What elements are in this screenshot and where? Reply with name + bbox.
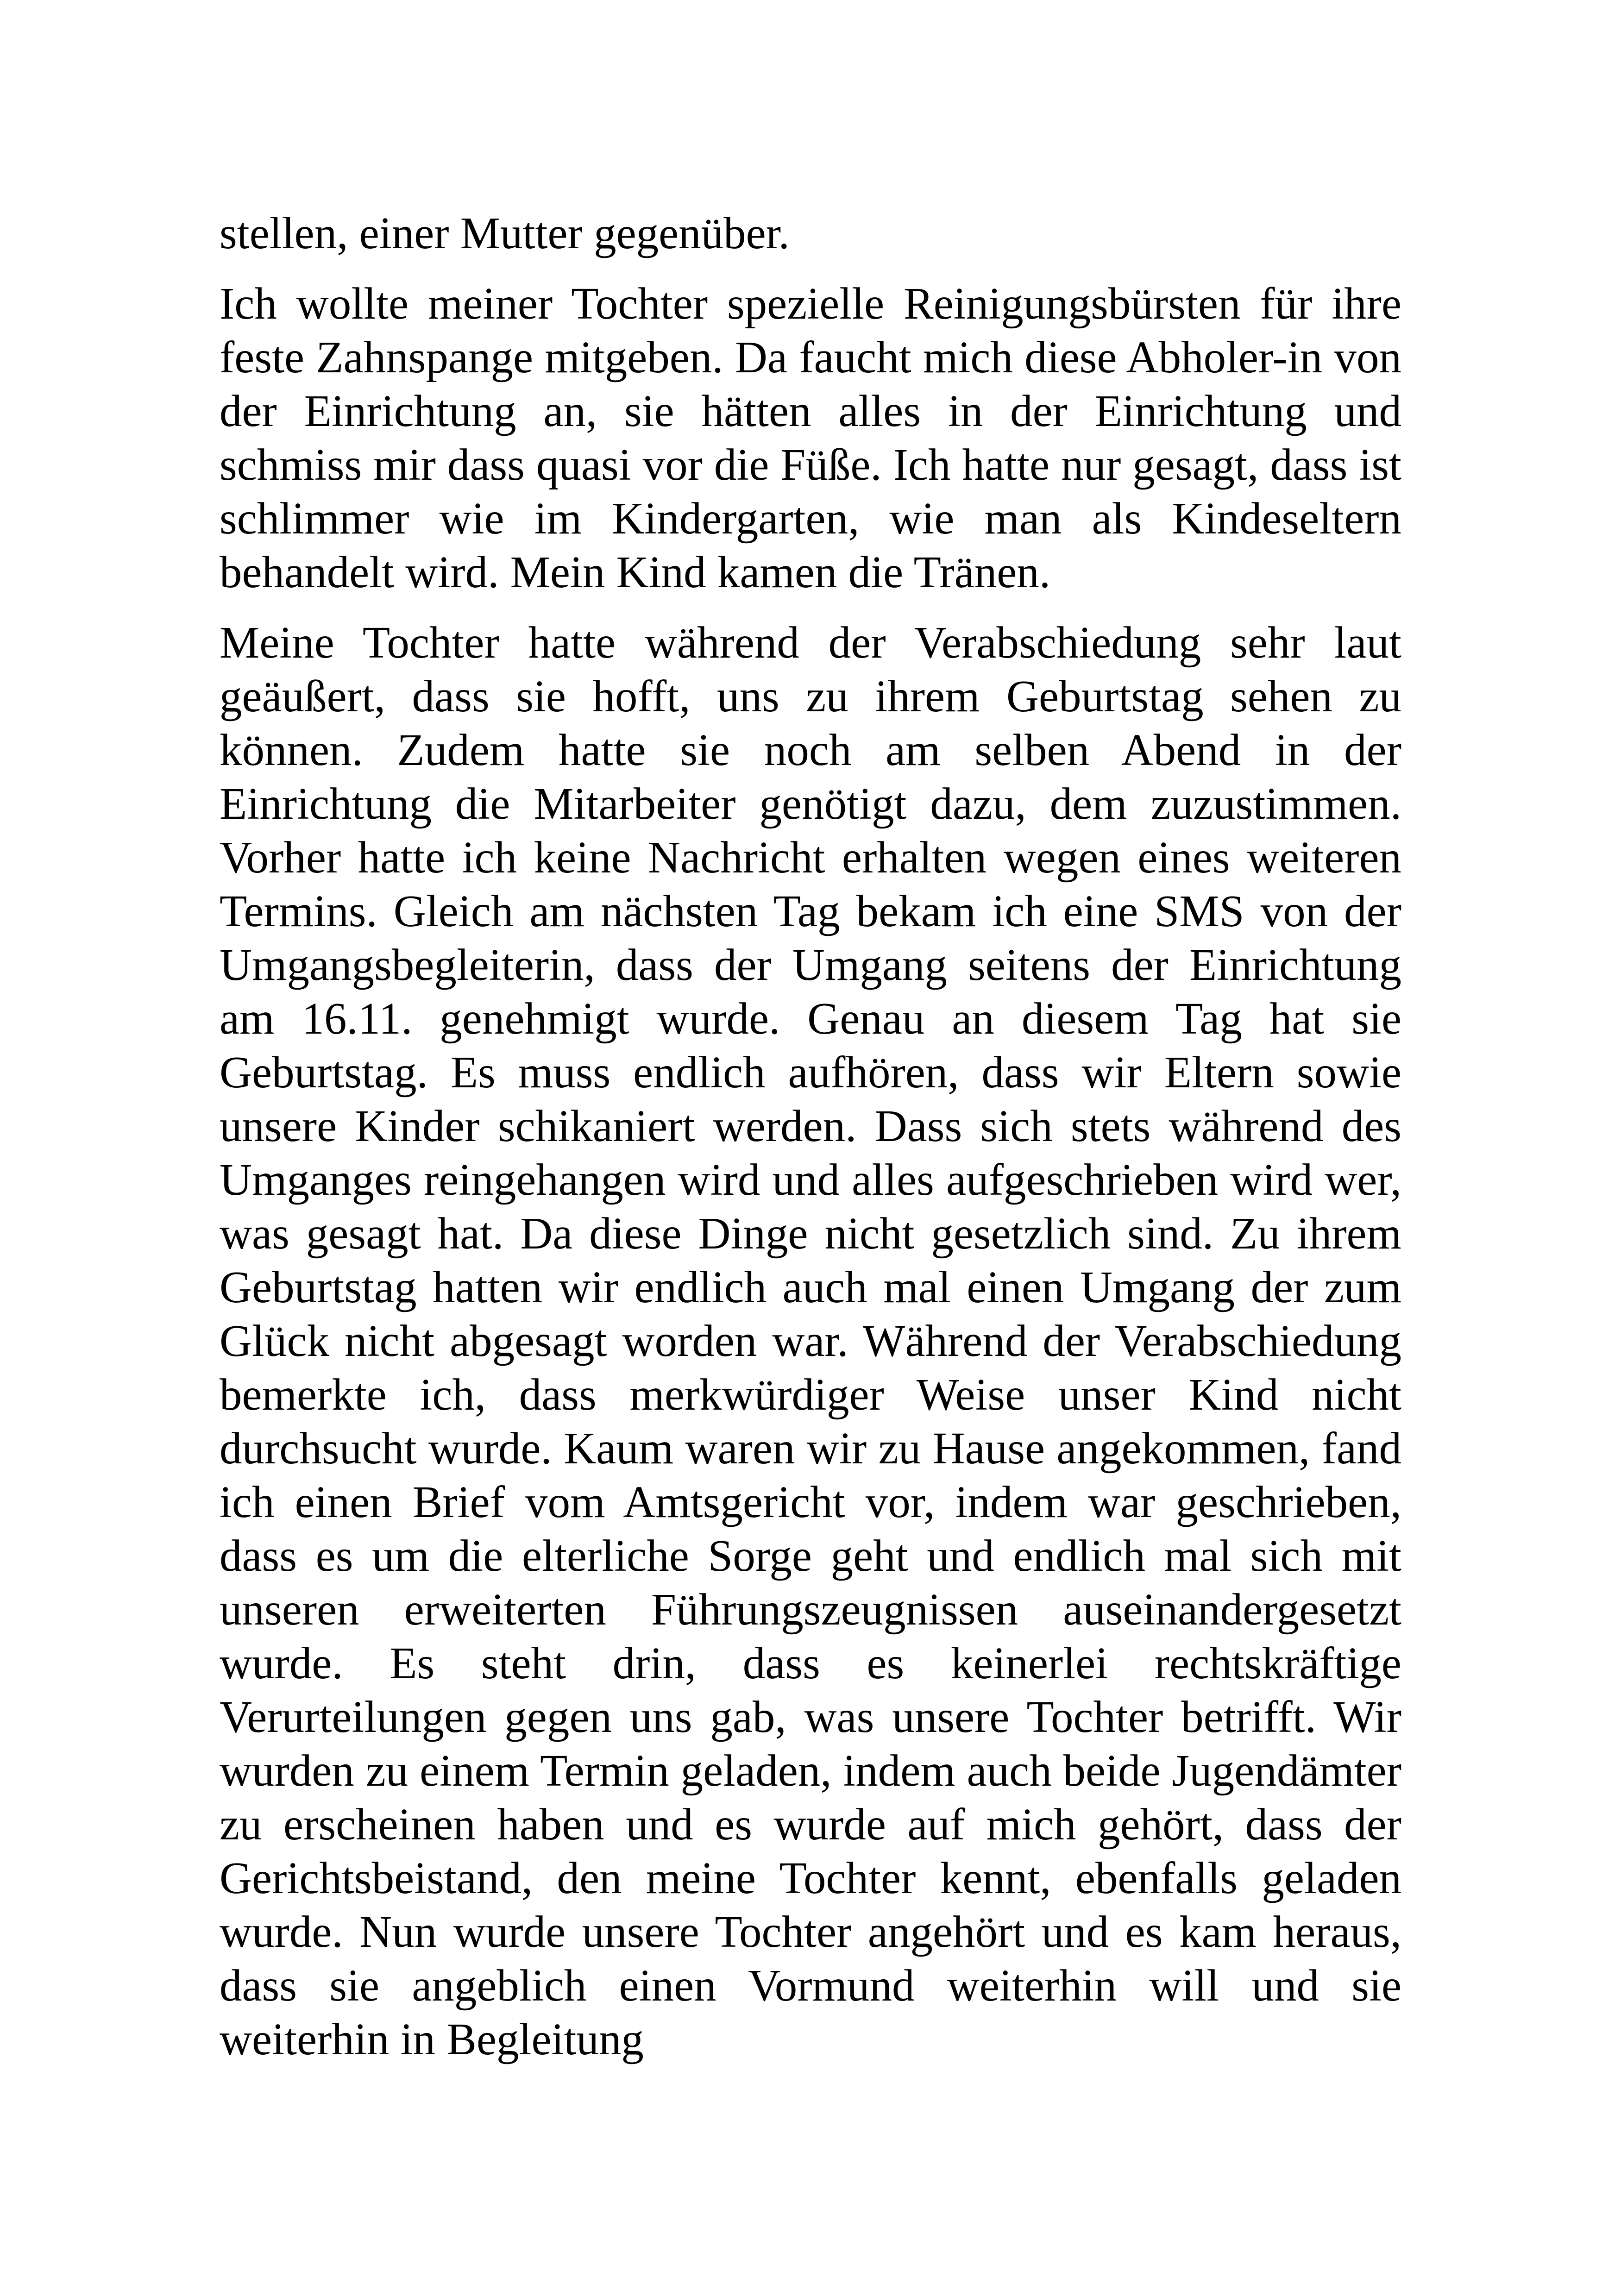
paragraph-2: Ich wollte meiner Tochter spezielle Reinigungsbürsten für ihre feste Zahnspange mitgeben. Da faucht mich diese Abholer-in von der Einrichtung an, sie hätten alles in der Einrichtung und schmiss mir dass quasi vor die Füße. Ich hatte nur gesagt, dass ist schlimmer wie im Kindergarten, wie man als Kindeseltern behandelt wird. Mein Kind kamen die Tränen. (220, 279, 1401, 597)
paragraph-1: stellen, einer Mutter gegenüber. (220, 208, 790, 258)
body-text (220, 207, 1401, 2083)
paragraph-3: Meine Tochter hatte während der Verabschiedung sehr laut geäußert, dass sie hofft, uns zu ihrem Geburtstag sehen zu können. Zudem hatte sie noch am selben Abend in der Einrichtung die Mitarbeiter genötigt dazu, dem zuzustimmen. Vorher hatte ich keine Nachricht erhalten wegen eines weiteren Termins. Gleich am nächsten Tag bekam ich eine SMS von der Umgangsbegleiterin, dass der Umgang seitens der Einrichtung am 16.11. genehmigt wurde. Genau an diesem Tag hat sie Geburtstag. Es muss endlich aufhören, dass wir Eltern sowie unsere Kinder schikaniert werden. Dass sich stets während des Umganges reingehangen wird und alles aufgeschrieben wird wer, was gesagt hat. Da diese Dinge nicht gesetzlich sind. Zu ihrem Geburtstag hatten wir endlich auch mal einen Umgang der zum Glück nicht abgesagt worden war. Während der Verabschiedung bemerkte ich, dass merkwürdiger Weise unser Kind nicht durchsucht wurde. Kaum waren wir zu Hause angekommen, fand ich einen Brief vom Amtsgericht vor, indem war geschrieben, dass es um die elterliche Sorge geht und endlich mal sich mit unseren erweiterten Führungszeugnissen auseinandergesetzt wurde. Es steht drin, dass es keinerlei rechtskräftige Verurteilungen gegen uns gab, was unsere Tochter betrifft. Wir wurden zu einem Termin geladen, indem auch beide Jugendämter zu erscheinen haben und es wurde auf mich gehört, dass der Gerichtsbeistand, den meine Tochter kennt, ebenfalls geladen wurde. Nun wurde unsere Tochter angehört und es kam heraus, dass sie angeblich einen Vormund weiterhin will und sie weiterhin in Begleitung (220, 618, 1401, 2064)
